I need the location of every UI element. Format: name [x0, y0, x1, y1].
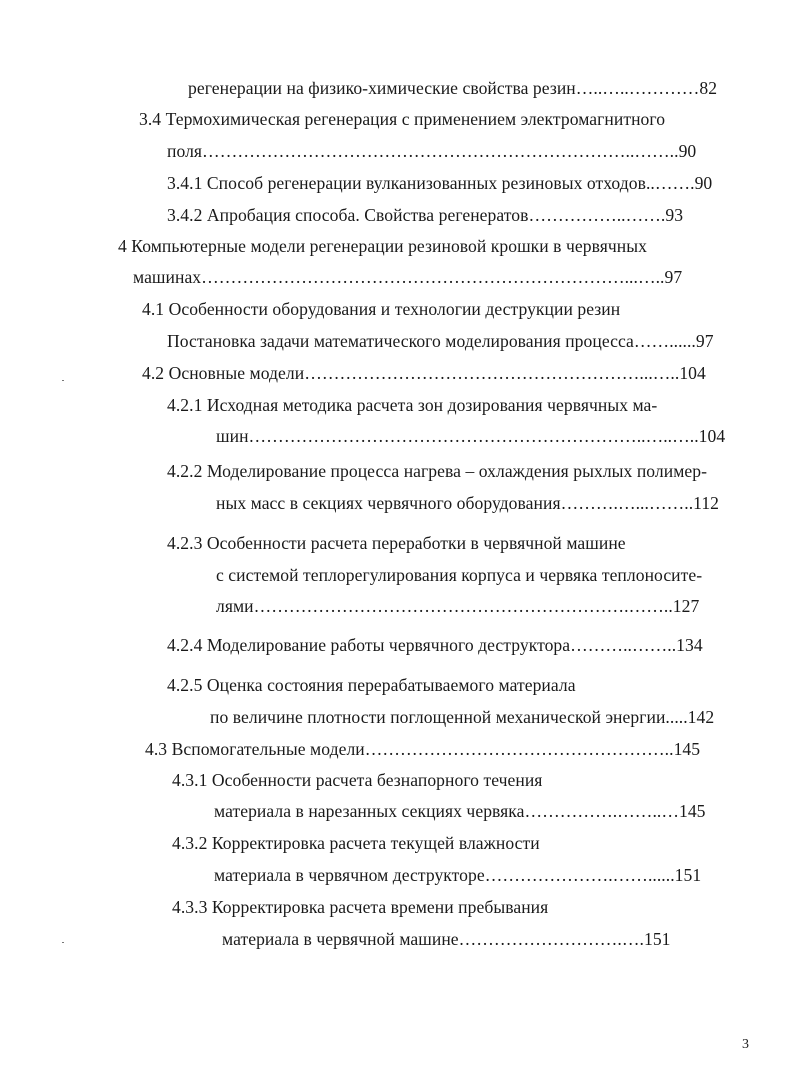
toc-line: регенерации на физико-химические свойства резин…..…..…………82 [188, 78, 718, 98]
toc-line: лями……………………………………………………….……..127 [216, 596, 700, 616]
toc-line: 4.3.2 Корректировка расчета текущей влажности [172, 833, 540, 853]
toc-line: 4.2.2 Моделирование процесса нагрева – охлаждения рыхлых полимер- [167, 461, 708, 481]
toc-line: 4.3.3 Корректировка расчета времени пребывания [172, 897, 549, 917]
toc-line: 4.1 Особенности оборудования и технологии деструкции резин [142, 299, 621, 319]
toc-line: машинах………………………………………………………………...…..97 [133, 267, 683, 287]
toc-line: 4.2.4 Моделирование работы червячного деструктора………..……..134 [167, 635, 703, 655]
toc-line: Постановка задачи математического моделирования процесса……......97 [167, 331, 714, 351]
toc-line: 4.2.5 Оценка состояния перерабатываемого материала [167, 675, 576, 695]
toc-line: с системой теплорегулирования корпуса и червяка теплоносите- [216, 565, 703, 585]
toc-line: 3.4 Термохимическая регенерация с применением электромагнитного [139, 109, 666, 129]
toc-line: ных масс в секциях червячного оборудования……….…...……..112 [216, 493, 720, 513]
toc-line: 4.2.3 Особенности расчета переработки в червячной машине [167, 533, 626, 553]
toc-line: 4.3 Вспомогательные модели……………………………………………..145 [145, 739, 701, 759]
page-number: 3 [742, 1037, 749, 1052]
toc-line: 3.4.1 Способ регенерации вулканизованных резиновых отходов..…….90 [167, 173, 713, 193]
toc-line: материала в червячном деструкторе………………….……......151 [214, 865, 702, 885]
toc-line: шин…………………………………………………………..…..…..104 [216, 426, 726, 446]
toc-line: 4 Компьютерные модели регенерации резиновой крошки в червячных [118, 236, 647, 256]
toc-line: 4.2 Основные модели…………………………………………………...…..104 [142, 363, 706, 383]
toc-line: 3.4.2 Апробация способа. Свойства регенератов……………..…….93 [167, 205, 684, 225]
scan-speck [62, 942, 64, 943]
toc-line: материала в червячной машине……………………….….151 [222, 929, 671, 949]
scan-speck [62, 380, 64, 381]
toc-line: материала в нарезанных секциях червяка…………….……..…145 [214, 801, 706, 821]
toc-line: 4.2.1 Исходная методика расчета зон дозирования червячных ма- [167, 395, 658, 415]
toc-line: по величине плотности поглощенной механической энергии.....142 [210, 707, 715, 727]
toc-line: поля………………………………………………………………..……..90 [167, 141, 697, 161]
toc-line: 4.3.1 Особенности расчета безнапорного течения [172, 770, 543, 790]
